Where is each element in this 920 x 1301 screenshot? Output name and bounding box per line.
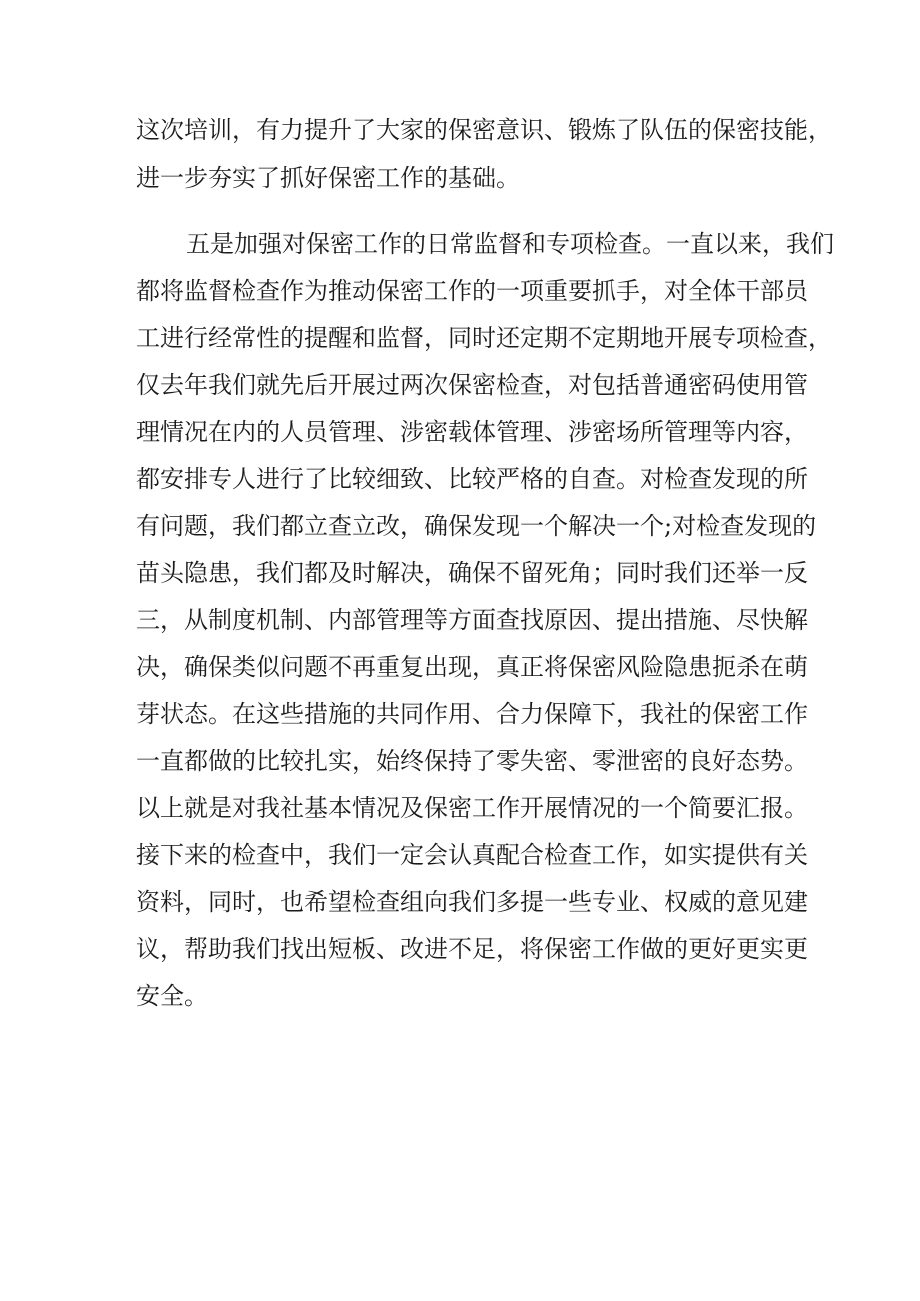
text-line: 苗头隐患，我们都及时解决，确保不留死角；同时我们还举一反 [136,559,808,587]
text-line: 进一步夯实了抓好保密工作的基础。 [136,164,520,192]
text-line: 仅去年我们就先后开展过两次保密检查，对包括普通密码使用管 [136,371,808,399]
text-line: 议，帮助我们找出短板、改进不足，将保密工作做的更好更实更 [136,935,808,963]
text-line: 有问题，我们都立查立改，确保发现一个解决一个;对检查发现的 [136,512,817,540]
text-line: 资料，同时，也希望检查组向我们多提一些专业、权威的意见建 [136,888,808,916]
text-line: 三，从制度机制、内部管理等方面查找原因、提出措施、尽快解 [136,606,808,634]
text-line: 工进行经常性的提醒和监督，同时还定期不定期地开展专项检查， [136,324,832,352]
text-line: 一直都做的比较扎实，始终保持了零失密、零泄密的良好态势。 [136,747,808,775]
paragraph-first-line: 五是加强对保密工作的日常监督和专项检查。一直以来，我们 [186,230,834,258]
text-line: 都安排专人进行了比较细致、比较严格的自查。对检查发现的所 [136,465,808,493]
text-line: 决，确保类似问题不再重复出现，真正将保密风险隐患扼杀在萌 [136,653,808,681]
text-line: 安全。 [136,982,208,1010]
text-line: 接下来的检查中，我们一定会认真配合检查工作，如实提供有关 [136,841,808,869]
text-line: 理情况在内的人员管理、涉密载体管理、涉密场所管理等内容， [136,418,808,446]
text-line: 这次培训，有力提升了大家的保密意识、锻炼了队伍的保密技能， [136,116,832,144]
text-line: 芽状态。在这些措施的共同作用、合力保障下，我社的保密工作 [136,700,808,728]
text-line: 以上就是对我社基本情况及保密工作开展情况的一个简要汇报。 [136,794,808,822]
text-line: 都将监督检查作为推动保密工作的一项重要抓手，对全体干部员 [136,277,808,305]
